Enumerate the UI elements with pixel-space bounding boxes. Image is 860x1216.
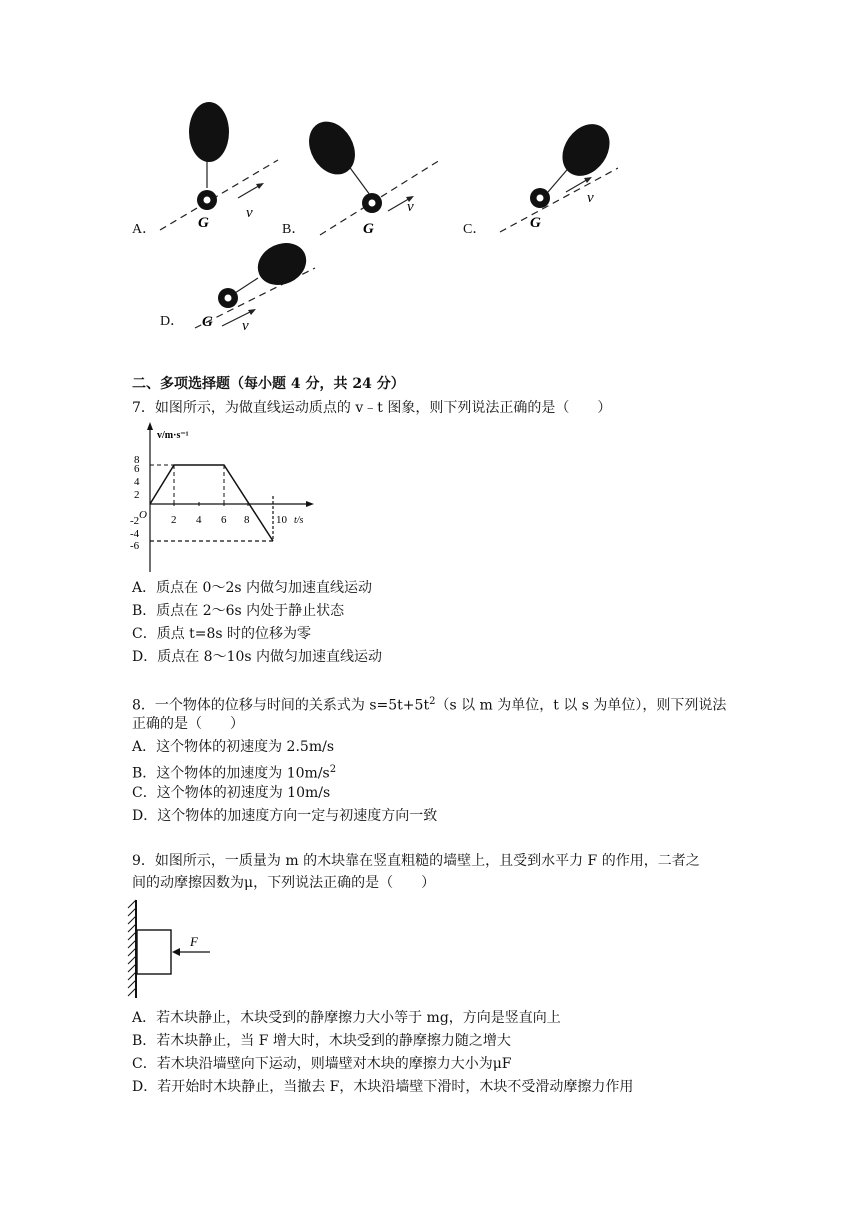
q8-option-d[interactable]: D．这个物体的加速度方向一定与初速度方向一致 <box>132 808 438 824</box>
section-heading: 二、多项选择题（每小题 4 分，共 24 分） <box>132 376 405 392</box>
string-line <box>235 278 258 293</box>
q8-stem-exponent: 2 <box>429 696 436 707</box>
q8-stem-formula: 8．一个物体的位移与时间的关系式为 s=5t+5t <box>132 697 430 714</box>
balloon-shape <box>189 102 229 162</box>
wooden-block <box>137 930 171 974</box>
wall-hatching <box>128 900 136 996</box>
q6-option-d-label[interactable]: D． <box>160 314 185 329</box>
trajectory-line <box>500 168 618 232</box>
q9-wall-block-figure <box>120 898 220 1003</box>
q8-stem-units: （s 以 m 为单位，t 以 s 为单位），则下列说法 <box>435 697 727 714</box>
x-tick-label: 6 <box>221 514 227 526</box>
q9-stem-line2: 间的动摩擦因数为μ，下列说法正确的是（ ） <box>132 875 436 891</box>
y-tick-label: -6 <box>130 540 140 552</box>
q6-option-d-figure <box>180 238 320 333</box>
q7-option-b[interactable]: B．质点在 2～6s 内处于静止状态 <box>132 603 345 619</box>
velocity-label: v <box>242 318 249 333</box>
q8-option-a[interactable]: A．这个物体的初速度为 2.5m/s <box>132 739 335 755</box>
y-tick-label: 4 <box>134 476 140 488</box>
q9-option-a[interactable]: A．若木块静止，木块受到的静摩擦力大小等于 mg，方向是竖直向上 <box>132 1010 561 1026</box>
q8-option-b-text: B．这个物体的加速度为 10m/s <box>132 765 330 782</box>
q8-stem-line2: 正确的是（ ） <box>132 716 244 732</box>
x-tick-label: 8 <box>244 514 250 526</box>
q9-option-c[interactable]: C．若木块沿墙壁向下运动，则墙壁对木块的摩擦力大小为μF <box>132 1056 512 1072</box>
y-axis-label: v/m·s⁻¹ <box>157 430 189 441</box>
q7-option-a[interactable]: A．质点在 0～2s 内做匀加速直线运动 <box>132 580 373 596</box>
center-of-gravity-label: G <box>530 215 541 231</box>
x-axis-label: t/s <box>294 515 304 526</box>
force-label: F <box>190 934 198 949</box>
balloon-shape <box>251 238 313 293</box>
q7-vt-graph <box>128 420 328 575</box>
q8-option-b[interactable] <box>132 760 336 784</box>
center-of-gravity-label: G <box>198 215 209 231</box>
y-tick-label: -2 <box>130 515 140 527</box>
q7-stem: 7．如图所示，为做直线运动质点的 v﹣t 图象，则下列说法正确的是（ ） <box>132 400 612 416</box>
y-tick-label: -4 <box>130 528 140 540</box>
q6-option-a-label[interactable]: A． <box>132 222 157 237</box>
velocity-line <box>150 465 273 541</box>
q9-option-b[interactable]: B．若木块静止，当 F 增大时，木块受到的静摩擦力随之增大 <box>132 1033 511 1049</box>
string-line <box>348 165 370 195</box>
y-tick-label: 6 <box>134 463 140 475</box>
q6-option-b-label[interactable]: B． <box>282 222 306 237</box>
q6-option-c-label[interactable]: C． <box>463 222 487 237</box>
y-tick-label: 8 <box>134 454 140 466</box>
q9-option-d[interactable]: D．若开始时木块静止，当撤去 F，木块沿墙壁下滑时，木块不受滑动摩擦力作用 <box>132 1079 634 1095</box>
center-of-gravity-label: G <box>202 314 213 330</box>
q7-option-d[interactable]: D．质点在 8～10s 内做匀加速直线运动 <box>132 649 383 665</box>
trajectory-line <box>160 160 278 230</box>
velocity-label: v <box>246 205 253 221</box>
q8-stem-line1 <box>132 692 726 716</box>
center-of-gravity-label: G <box>363 221 374 237</box>
x-tick-label: 2 <box>171 514 177 526</box>
origin-label: O <box>139 509 147 521</box>
y-tick-label: 2 <box>134 489 140 501</box>
q7-option-c[interactable]: C．质点 t=8s 时的位移为零 <box>132 626 312 642</box>
q6-option-c-figure <box>490 120 620 238</box>
velocity-label: v <box>407 199 414 215</box>
q8-option-c[interactable]: C．这个物体的初速度为 10m/s <box>132 785 331 801</box>
velocity-label: v <box>587 190 594 206</box>
x-tick-label: 4 <box>196 514 202 526</box>
q9-stem-line1: 9．如图所示，一质量为 m 的木块靠在竖直粗糙的墙壁上，且受到水平力 F 的作用，二者之 <box>132 853 700 869</box>
velocity-arrow <box>222 310 254 326</box>
x-tick-label: 10 <box>276 514 287 526</box>
balloon-shape <box>300 115 364 183</box>
q6-option-b-figure <box>300 115 445 240</box>
q8-option-b-exponent: 2 <box>329 764 337 775</box>
q6-option-a-figure <box>150 100 280 240</box>
